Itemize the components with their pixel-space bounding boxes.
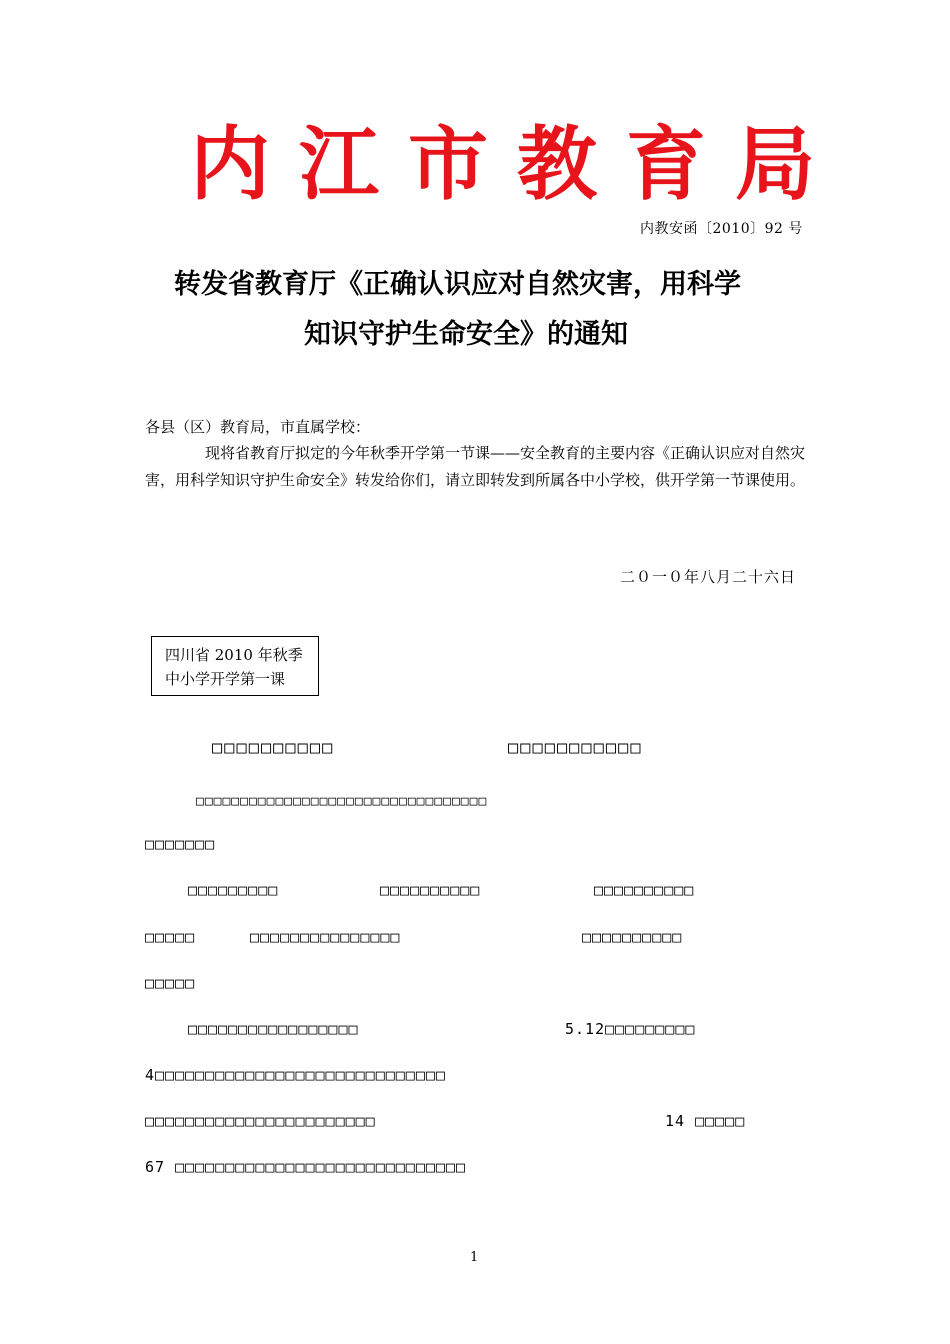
garbled-text: □□□□□□□□□□ xyxy=(582,928,683,946)
garbled-text: 5.12□□□□□□□□□ xyxy=(565,1020,696,1038)
lesson-box-line-2: 中小学开学第一课 xyxy=(165,670,286,688)
masthead-char: 局 xyxy=(735,117,815,211)
garbled-text: 14 □□□□□ xyxy=(665,1112,746,1130)
garbled-text: □□□□□□□□□□ xyxy=(212,738,335,758)
garbled-text: □□□□□□□□□□□□□□□□□□□□□□□ xyxy=(145,1112,376,1130)
masthead-char: 市 xyxy=(408,117,488,211)
garbled-text: □□□□□□□□□□□ xyxy=(508,738,643,758)
garbled-text: 4□□□□□□□□□□□□□□□□□□□□□□□□□□□□□ xyxy=(145,1066,446,1084)
masthead-char: 江 xyxy=(299,117,379,211)
garbled-text: □□□□□ xyxy=(145,928,196,946)
garbled-text: 67 □□□□□□□□□□□□□□□□□□□□□□□□□□□□□ xyxy=(145,1158,466,1176)
garbled-text: □□□□□□□□□□ xyxy=(380,881,481,899)
garbled-text: □□□□□□□□□□ xyxy=(594,881,695,899)
garbled-text: □□□□□ xyxy=(145,974,196,992)
page-number: 1 xyxy=(470,1250,479,1265)
garbled-text: □□□□□□□ xyxy=(145,835,216,853)
garbled-text: □□□□□□□□□□□□□□□□□ xyxy=(188,1020,359,1038)
masthead-char: 教 xyxy=(517,117,597,211)
garbled-text: □□□□□□□□□□□□□□□ xyxy=(250,928,401,946)
lesson-box-line-1: 四川省 2010 年秋季 xyxy=(165,646,303,664)
lesson-box xyxy=(151,636,319,696)
document-title-line-1: 转发省教育厅《正确认识应对自然灾害，用科学 xyxy=(174,269,741,300)
masthead-char: 内 xyxy=(190,117,270,211)
document-title-line-2: 知识守护生命安全》的通知 xyxy=(304,319,628,350)
salutation: 各县（区）教育局，市直属学校： xyxy=(145,418,371,436)
body-paragraph: 现将省教育厅拟定的今年秋季开学第一节课——安全教育的主要内容《正确认识应对自然灾害，用科学知识守护生命安全》转发给你们，请立即转发到所属各中小学校，供开学第一节课使用。 xyxy=(145,444,806,489)
issue-date: 二０一０年八月二十六日 xyxy=(620,568,797,586)
masthead xyxy=(190,118,815,210)
masthead-char: 育 xyxy=(626,117,706,211)
document-number: 内教安函〔2010〕92 号 xyxy=(640,221,803,237)
garbled-text: □□□□□□□□□ xyxy=(188,881,279,899)
garbled-text: □□□□□□□□□□□□□□□□□□□□□□□□□□□□□□□□□ xyxy=(196,794,488,809)
